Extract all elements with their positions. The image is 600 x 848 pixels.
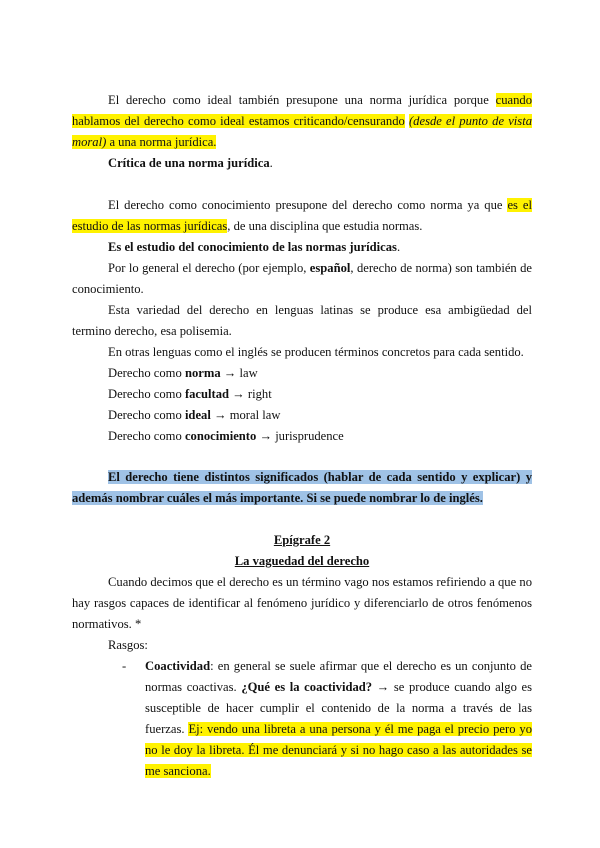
task-paragraph bbox=[72, 467, 532, 509]
paragraph-ingles: En otras lenguas como el inglés se producen términos concretos para cada sentido. bbox=[108, 345, 524, 359]
section-subtitle: La vaguedad del derecho bbox=[234, 554, 370, 568]
epigrafe-title: Epígrafe 2 bbox=[273, 533, 331, 547]
text: El derecho como ideal también presupone una norma jurídica porque bbox=[108, 93, 496, 107]
paragraph-conocimiento: El derecho como conocimiento presupone del derecho como norma ya que es el estudio de las normas jurídicas, de una disciplina que estudia normas. Es el estudio del conocimiento de las normas jurídicas. Por lo general el derecho (por ejemplo, español, derecho de norma) son también de conocimiento. Esta variedad del derecho en lenguas latinas se produce esa ambigüedad del termino derecho, esa polisemia. En otras lenguas como el inglés se producen términos concretos para cada sentido. Derecho como norma → law Derecho como facultad → right Derecho como ideal → moral law Derecho como conocimiento → jurisprudence bbox=[72, 195, 532, 447]
blue-highlight-text: El derecho tiene distintos significados (hablar de cada sentido y explicar) y además nombrar cuáles el más importante. Si se puede nombrar lo de inglés. bbox=[72, 470, 532, 505]
bold-summary: Crítica de una norma jurídica bbox=[108, 156, 270, 170]
paragraph-vaguedad: Cuando decimos que el derecho es un término vago nos estamos refiriendo a que no hay rasgos capaces de identificar al fenómeno jurídico y diferenciarlo de otros fenómenos normativos. * Rasgos: bbox=[72, 572, 532, 656]
term-line: Derecho como conocimiento → jurisprudence bbox=[108, 429, 344, 443]
italic-note: (desde el punto de vista moral) bbox=[72, 114, 533, 149]
rasgos-label: Rasgos: bbox=[108, 638, 148, 652]
bold-summary: Es el estudio del conocimiento de las normas jurídicas bbox=[108, 240, 397, 254]
paragraph-polisemia: Esta variedad del derecho en lenguas latinas se produce esa ambigüedad del termino derecho, esa polisemia. bbox=[72, 303, 532, 338]
bullet-dash: - bbox=[122, 659, 127, 673]
example-highlight: Ej: vendo una libreta a una persona y él me paga el precio pero yo no le doy la libreta. Él me denunciará y si no hago caso a las autoridades se me sanciona. bbox=[145, 722, 533, 778]
term-line: Derecho como facultad → right bbox=[108, 387, 272, 401]
highlight-text: cuando hablamos del derecho como ideal estamos criticando/censurando bbox=[72, 93, 532, 128]
term-line: Derecho como norma → law bbox=[108, 366, 258, 380]
section-heading bbox=[72, 530, 532, 572]
highlight-text: es el estudio de las normas jurídicas bbox=[72, 198, 532, 233]
term-line: Derecho como ideal → moral law bbox=[108, 408, 281, 422]
list-item-coactividad: - Coactividad: en general se suele afirmar que el derecho es un conjunto de normas coactivas. ¿Qué es la coactividad? → se produce cuando algo es susceptible de hacer cumplir el contenido de la norma a través de las fuerzas. Ej: vendo una libreta a una persona y él me paga el precio pero yo no le doy la libreta. Él me denunciará y si no hago caso a las autoridades se me sanciona. bbox=[122, 656, 532, 782]
highlight-text: a una norma jurídica. bbox=[106, 135, 217, 149]
paragraph-ideal: El derecho como ideal también presupone una norma jurídica porque cuando hablamos del derecho como ideal estamos criticando/censurando (desde el punto de vista moral) a una norma jurídica. Crítica de una norma jurídica. bbox=[72, 93, 533, 170]
